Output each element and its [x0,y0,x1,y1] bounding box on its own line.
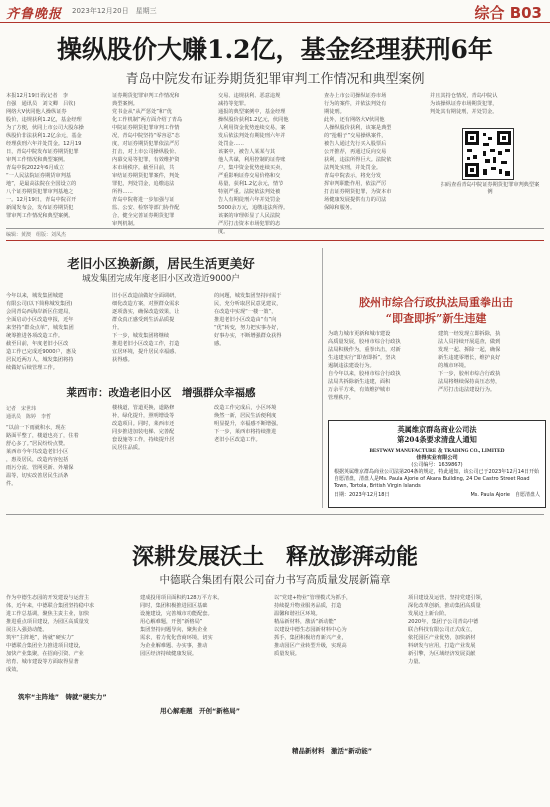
text-line: 料研发与应用，打造产业发展 [408,643,476,649]
text-line: 来坚持“群众点单”，城发集团 [6,325,74,331]
text-line: 党书金从“从严惩处”和“优 [112,109,172,115]
text-line: 青岛中院2022年6月成立 [6,165,65,171]
text-line: 中院证券期货犯罪审判工作情 [112,125,180,131]
text-line: 宜居环境，提升居民幸福感、 [112,349,180,355]
text-line: 细化改造方案，对照群众需求 [112,301,180,307]
text-line: 有限公司(以下简称城发集团) [6,301,73,307]
story2-col5 [112,404,210,504]
text-line: 新闻发布会，发布证券期货犯 [6,205,74,211]
text-line: 的城市环境。 [438,363,470,369]
text-line: 遏制违法建设行为。 [328,363,375,369]
text-line: 法局将继续保持高压态势， [438,379,501,385]
text-line: 罪审判工作情况和典型案例。 [6,213,74,219]
text-line: 内幕交易等犯罪，有效维护资 [112,157,180,163]
text-line: 全面启动小区改造申报，近年 [6,317,74,323]
text-line: 好事办实，不断增强群众获得 [214,333,282,339]
text-line: 度，对证券期货犯罪依法严厉 [112,141,180,147]
text-line: 本市场秩序。截至目前，共 [112,165,175,171]
divider [6,228,544,229]
text-line: 打击，对上市公司操纵股价、 [112,149,180,155]
notice-body [329,468,545,491]
text-line: 持续提升物业服务品质，打造 [274,603,342,609]
story2-headline: 老旧小区换新颜，居民生活更美好 [67,256,255,271]
notice-date: 日期：2023年12月18日 [334,492,390,498]
text-line: 园区经济持续健康发展。 [140,651,198,657]
text-line: 合，健全完善证券期货犯罪 [112,213,175,219]
text-line: 改造工作完成后，小区环境 [214,405,277,411]
text-line: 建筑一经发现立即拆除，执 [438,331,501,337]
issue-date: 2023年12月20日 星期三 [72,7,157,15]
text-line: 本报12月19日讯(记者 李 [6,93,68,99]
text-line: 管理秩序。 [328,395,354,401]
story3-col2 [438,330,544,412]
notice-footer [329,491,545,498]
text-line: 减持等犯罪。 [218,101,250,107]
text-line: 为了方便，伙同上市公司大股东操 [6,125,84,131]
text-line: “以前一下雨就积水，现在 [6,425,66,431]
text-line: 老旧小区改造工作。 [214,437,261,443]
text-line: 温等，切实改善居民生活条 [6,473,69,479]
story3-headline-line2: “即查即拆”新生违建 [385,312,487,325]
text-line: 场健康发展提供有力的司法 [324,197,387,203]
text-line: 集团坚持问题导向，聚焦企业 [140,627,208,633]
text-line: 推进重点项目建设，为园区高质量发 [6,619,90,625]
text-line: 判处其有期徒刑，并处罚金。 [430,109,498,115]
text-line: 日，青岛中院发布证券期货犯罪 [6,149,79,155]
text-line: 体，近年来，中德联合集团坚持稳中求 [6,603,95,609]
text-line: 发展迈上新台阶。 [408,611,450,617]
text-line: 需求，着力优化营商环境，切实 [140,635,213,641]
text-line: 该案的审理彰显了人民法院 [218,213,281,219]
text-line: 生违建实行“即查即拆”，坚决 [328,355,396,361]
notice-title-line2: 第204条要求清盘人通知 [397,435,477,444]
text-line: 法局共拆除新生违建，面积 [328,379,391,385]
story2-col4 [6,424,108,506]
text-line: 保障和服务。 [324,205,356,211]
text-line: 监、公安、检察等部门协作配 [112,205,180,211]
text-line: 联合科技有限公司正式成立， [408,627,476,633]
text-line: 雨污分流、管网更新、外墙保 [6,465,74,471]
text-line: 严重影响证券交易价格和交 [218,173,281,179]
text-line: 2020年，集团子公司青岛中德 [408,619,479,625]
text-line: 会同青岛西海岸新区住建局， [6,309,74,315]
text-line: 造工作已完成近9000户，惠及 [6,349,77,355]
text-line: 审判机制。 [112,221,138,227]
text-line: 严厉打击违法建设行为。 [438,387,496,393]
text-line: 用心解难题，开创“新格局” [140,619,203,625]
text-line: 度。 [218,229,229,235]
text-line: 证券期货犯罪审判工作情况和 [112,93,180,99]
story1-col1 [6,92,102,222]
text-line: 设施建设，完善城市功能配套。 [140,611,213,617]
text-line: 为该操纵证券市场期货犯罪， [430,101,498,107]
byline-correspondent: 通讯员 陈婷 李哲 [6,414,52,420]
text-line: 今年以来，城发集团城建 [6,293,64,299]
text-line: 推动园区产业转型升级，实现高 [274,643,347,649]
notice-company-no: (公司编号：1639867) [411,462,463,468]
text-line: 套设施等工作，持续提升居 [112,437,175,443]
text-line: 以“党建+物业”管理模式为抓手， [274,595,352,601]
text-line: 展注入强劲动能。 [6,627,48,633]
text-line: 万余平方米，有效维护城市 [328,387,391,393]
text-line: 人利用资金优势连续交易，案 [218,125,286,131]
story2-col1 [6,292,108,374]
text-line: 加快产业集聚，在招商引资、产业 [6,651,84,657]
story1-col2 [112,92,208,227]
text-line: 的“抢帽子”交易操纵案件， [324,133,387,139]
text-line: 居民近两万人，城发集团将持 [6,357,74,363]
newspaper-logo: 齐鲁晚报 [6,7,63,22]
text-line: 楼栈道，管道更换，道路修 [112,405,175,411]
notice-title: 英属维京群岛商业公司法 [397,425,477,434]
text-line: 作为中德生态园的开发建设与运营主 [6,595,90,601]
text-line: 培育、城市建设等方面取得显著 [6,659,79,665]
editor-credit: 编辑：黄澳 组版：刘凤杰 [6,232,67,238]
text-line: 推进老旧小区改造工作，打造 [112,341,180,347]
text-line: 人操纵股价获利，该案是典型 [324,125,392,131]
text-line: 交易、违规获利、恶意违规 [218,93,281,99]
text-line: 股价，违规获利1.2亿，基金经理 [6,117,82,123]
text-line: 自今年以来，胶州市综合行政执 [328,371,401,377]
text-line: 深化改革创新，推动集团高质量 [408,603,481,609]
text-line: 截至目前，年度老旧小区改 [6,341,69,347]
text-line: 精品新材料，激活“新动能” [274,619,337,625]
text-line: 项目建设及运营，坚持党建引领， [408,595,486,601]
text-line: 青岛中院表示，将充分发 [324,173,382,179]
text-line: 打击证券期货犯罪，为资本市 [324,189,392,195]
text-line: 民居住品质。 [112,445,144,451]
story1-col3 [218,92,314,235]
byline-writer: 记者 宋世玮 [6,406,37,412]
column-divider [322,248,323,508]
liquidation-notice [328,420,546,508]
text-line: 统筹推进各项改造工作。 [6,333,64,339]
story2-col2 [112,292,210,374]
story2-col6 [214,404,316,504]
story1-subheadline: 青岛中院发布证券期货犯罪审判工作情况和典型案例 [125,72,425,87]
divider [6,514,544,515]
text-line: 中德联合集团全力推进项目建设， [6,643,84,649]
text-line: 焕然一新，居民生活便利度 [214,413,277,419]
text-line: 审结证券期货犯罪案件，判处 [112,173,180,179]
notice-liquidator: Ms. Paula Ajorie 自愿清盘人 [470,492,540,498]
story4-subhead-3: 精品新材料 激活“新动能” [292,747,373,755]
story4-subhead-2: 用心解难题 开创“新格局” [160,707,241,715]
text-line: 下一步，城发集团将继续 [112,333,170,339]
text-line: 法判处实刑，并处罚金。 [324,165,382,171]
story2-subheadline: 城发集团完成年度老旧小区改造近9000户 [82,274,240,284]
text-line: 获得感。 [112,357,133,363]
story4-col4 [408,594,544,804]
text-line: 户，集中资金优势连续买卖， [218,165,286,171]
text-line: 建成投用项目面积约128万平方米。 [140,595,223,601]
text-line: 依托园区产业优势，加快新材 [408,635,476,641]
text-line: 成效。 [6,667,22,673]
text-line: 逐项落实，确保改造效果，让 [112,309,180,315]
story4-subhead-1: 筑牢“主阵地” 铸就“硬实力” [18,693,107,701]
story1-col5 [430,92,542,120]
text-line: 补，绿化提升，照明增设等 [112,413,175,419]
text-line: 地”，是最高法院在全国设立的 [6,181,77,187]
text-line: 发现一起、拆除一起，确保 [438,347,501,353]
text-line: 升。 [112,325,123,331]
text-line: 舒心多了。”居民纷纷点赞。 [6,441,69,447]
notice-company-cn: 佳得实业有限公司 [416,455,458,461]
text-line: 行为的案件，并依法判处有 [324,101,387,107]
text-line: 一。12月19日，青岛中院召开 [6,197,77,203]
text-line: 筑牢“主阵地”，铸就“硬实力” [6,635,74,641]
text-line: 通报的典型案例中，基金经理 [218,109,286,115]
text-line: 进工作总基调，聚焦主责主业，加快 [6,611,90,617]
story3-col1 [328,330,432,412]
text-line: 下一步，胶州市综合行政执 [438,371,501,377]
text-line: 纵股价非法获利1.2亿余元，基金 [6,133,82,139]
text-line: 罪犯，判处罚金，追缴违法 [112,181,175,187]
text-line: 为助力城市更新和城市建设 [328,331,391,337]
text-line: 力量。 [408,659,424,665]
text-line: 旧小区改造前做好全面调研， [112,293,180,299]
text-line: 路面平整了，楼道也亮了，住着 [6,433,79,439]
text-line: 他人共谋，利用控制的证券账 [218,157,286,163]
story4-subheadline: 中德联合集团有限公司奋力书写高质量发展新篇章 [159,574,391,586]
text-line: 特别严重。法院依法判处被 [218,189,281,195]
text-line: ，惠及居民，改造内容包括 [6,457,69,463]
text-line: 新引擎，为区域经济发展贡献 [408,651,476,657]
text-line: 化工作机制”两方面介绍了青岛 [112,117,183,123]
text-line: 挥审判职能作用，依法严厉 [324,181,387,187]
notice-body-address: of Akara Building, 24 De Castro Street Road Town, Tortola, British Virgin Islands [334,476,530,489]
text-line: 查办上市公司操纵证券市场 [324,93,387,99]
text-line: 典型案例。 [112,101,138,107]
text-line: 审判工作情况和典型案例。 [6,157,69,163]
qr-code [462,128,514,180]
notice-body-cn: 根据英属维京群岛商业公司法第204条的规定，特此通知，该公司已于2023年12月14日开始自愿清盘，清盘人是Ms. Paula Ajorie [334,469,539,482]
text-line: 续做好后续管理工作。 [6,365,58,371]
text-line: 新生违建零增长，维护良好 [438,355,501,361]
text-line: 民，充分听取居民意见建议， [214,301,282,307]
text-line: 并且其持仓情况，青岛中院认 [430,93,498,99]
text-line: 同步推进加装电梯、完善配 [112,429,175,435]
text-line: 以建设中德生态园新材料中心为 [274,627,347,633]
text-line: 易量，获利1.2亿余元，情节 [218,181,284,187]
text-line: 感。 [214,341,225,347]
text-line: 件。 [6,481,17,487]
story2-inner-headline: 莱西市：改造老旧小区 增强群众幸福感 [66,387,256,399]
text-line: 操纵股价获利1.2亿元，伙同他 [218,117,289,123]
text-line: 处罚金…… [218,141,244,147]
story2-col3 [214,292,316,374]
text-line: 推进老旧小区改造由“有”向 [214,317,277,323]
text-line: 经理获刑六年并处罚金。12月19 [6,141,82,147]
divider [6,240,544,241]
text-line: “一人民法院证券期货审判基 [6,173,71,179]
text-line: 严厉打击资本市场犯罪的态 [218,221,281,227]
page-section: 综合 B03 [474,4,542,22]
text-line: 被告人通过先行买入股票后 [324,141,387,147]
notice-company-en: BESTWAY MANUFACTURE ＆ TRADING CO., LIMITED [369,448,505,454]
text-line: 八个证券期货犯罪审判基地之 [6,189,74,195]
text-line: 为企业解难题、办实事，推动 [140,643,208,649]
text-line: 改造项目。同时，莱西市还 [112,421,175,427]
text-line: 公开推荐，再通过反向交易 [324,149,387,155]
text-line: 况，青岛中院坚持“零容忍”态 [112,133,180,139]
text-line: 莱西市今年共改造老旧小区 [6,449,69,455]
text-line: 所得…… [112,189,133,195]
text-line: 获利，违法所得巨大。法院依 [324,157,392,163]
story4-col2 [140,594,268,804]
text-line: 期徒刑。 [324,109,345,115]
text-line: 青岛中院将进一步加强与证 [112,197,175,203]
text-line: 此外，还有网络大V伙同他 [324,117,385,123]
story4-col3 [274,594,402,804]
text-line: 告人有期徒刑六年并处罚金 [218,197,281,203]
text-line: 群众真正感受到生活品质提 [112,317,175,323]
story4-headline: 深耕发展沃土 释放澎湃动能 [131,544,418,570]
story1-col4 [324,92,420,222]
text-line: 网络大V伙同他人操纵证券 [6,109,67,115]
story3-headline: 胶州市综合行政执法局重拳出击 [359,296,513,309]
text-line: 抓手，集团积极培育新兴产业， [274,635,347,641]
text-line: 5000余万元，追缴违法所得。 [218,205,289,211]
text-line: 同时，集团积极推进园区基础 [140,603,208,609]
text-line: 发后依法判处有期徒刑六年并 [218,133,286,139]
qr-caption: 扫码查看青岛中院证券期货犯罪审判典型案例 [440,182,540,195]
text-line: 下一步，莱西市将持续推进 [214,429,277,435]
text-line: 明显提升，幸福感不断增强。 [214,421,282,427]
text-line: 在改造中实现“一楼一策”， [214,309,277,315]
text-line: 的问题，城发集团坚持问需于 [214,293,282,299]
qr-code-icon [463,129,513,179]
text-line: 法局积极作为，重拳出击，对新 [328,347,401,353]
text-line: 质量发展。 [274,651,300,657]
text-line: 自强 通讯员 刘文卿 吕钦) [6,101,76,107]
story1-headline: 操纵股价大赚1.2亿，基金经理获刑6年 [57,35,493,64]
text-line: “优”转变，努力把实事办好， [214,325,282,331]
text-line: 该案中，被告人某某与其 [218,149,276,155]
text-line: 法人员持续开展巡查，做到 [438,339,501,345]
text-line: 温馨和谐社区环境。 [274,611,321,617]
text-line: 高质量发展，胶州市综合行政执 [328,339,401,345]
